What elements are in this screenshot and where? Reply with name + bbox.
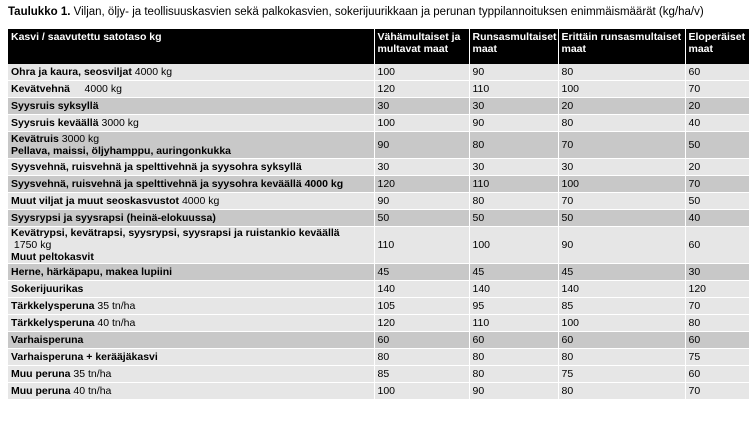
table-row (8, 264, 749, 281)
crop-name: Kevätrypsi, kevätrapsi, syysrypsi, syysrapsi ja ruistankio keväällä (11, 227, 340, 239)
table-row (8, 193, 749, 210)
crop-name: Syysvehnä, ruisvehnä ja spelttivehnä ja syysohra syksyllä (11, 161, 302, 173)
crop-name: Syysruis syksyllä (11, 100, 99, 112)
value-very-rich-humus: 50 (558, 210, 685, 227)
table-row (8, 210, 749, 227)
crop-name: Sokerijuurikas (11, 283, 84, 295)
value-low-humus: 45 (374, 264, 469, 281)
value-organic: 60 (685, 366, 749, 383)
table-row (8, 227, 749, 264)
value-very-rich-humus: 140 (558, 281, 685, 298)
crop-yield: 35 tn/ha (94, 300, 136, 312)
value-organic: 50 (685, 193, 749, 210)
table-row (8, 315, 749, 332)
header-crop: Kasvi / saavutettu satotaso kg (8, 29, 374, 64)
value-organic: 60 (685, 332, 749, 349)
crop-cell (8, 281, 374, 298)
value-rich-humus: 90 (469, 383, 558, 400)
crop-name: Kevätruis (11, 133, 59, 145)
table-row (8, 281, 749, 298)
value-low-humus: 100 (374, 383, 469, 400)
value-very-rich-humus: 70 (558, 132, 685, 159)
value-low-humus: 60 (374, 332, 469, 349)
table-row (8, 349, 749, 366)
value-rich-humus: 80 (469, 132, 558, 159)
table-row (8, 366, 749, 383)
value-rich-humus: 90 (469, 64, 558, 81)
value-low-humus: 120 (374, 176, 469, 193)
crop-cell (8, 64, 374, 81)
value-organic: 75 (685, 349, 749, 366)
value-rich-humus: 110 (469, 176, 558, 193)
crop-cell (8, 298, 374, 315)
table-row (8, 81, 749, 98)
crop-cell (8, 366, 374, 383)
value-rich-humus: 30 (469, 159, 558, 176)
value-organic: 120 (685, 281, 749, 298)
value-very-rich-humus: 70 (558, 193, 685, 210)
value-rich-humus: 60 (469, 332, 558, 349)
table-row (8, 98, 749, 115)
value-very-rich-humus: 80 (558, 349, 685, 366)
crop-yield: 40 tn/ha (94, 317, 136, 329)
crop-cell (8, 264, 374, 281)
crop-yield: 4000 kg (69, 83, 122, 95)
crop-cell (8, 176, 374, 193)
value-very-rich-humus: 30 (558, 159, 685, 176)
crop-cell (8, 81, 374, 98)
value-rich-humus: 80 (469, 349, 558, 366)
crop-yield: 1750 kg (11, 239, 52, 251)
crop-name: Tärkkelysperuna (11, 300, 95, 312)
value-very-rich-humus: 100 (558, 315, 685, 332)
crop-yield: 4000 kg (131, 66, 173, 78)
table-row (8, 332, 749, 349)
table-row (8, 115, 749, 132)
header-row (8, 29, 749, 64)
table-caption (8, 6, 704, 18)
value-organic: 70 (685, 176, 749, 193)
crop-yield: 3000 kg (98, 117, 139, 129)
value-organic: 30 (685, 264, 749, 281)
table-row (8, 383, 749, 400)
table-row (8, 132, 749, 159)
value-rich-humus: 90 (469, 115, 558, 132)
value-organic: 40 (685, 115, 749, 132)
table-row (8, 159, 749, 176)
crop-name: Syysruis keväällä (11, 117, 99, 129)
crop-name: Herne, härkäpapu, makea lupiini (11, 266, 173, 278)
crop-cell (8, 349, 374, 366)
crop-name: Kevätvehnä (11, 83, 70, 95)
value-rich-humus: 30 (469, 98, 558, 115)
value-rich-humus: 80 (469, 366, 558, 383)
crop-cell (8, 132, 374, 159)
crop-extra: Pellava, maissi, öljyhamppu, auringonkukka (11, 145, 231, 157)
value-rich-humus: 100 (469, 227, 558, 264)
crop-cell (8, 98, 374, 115)
value-organic: 20 (685, 159, 749, 176)
value-rich-humus: 45 (469, 264, 558, 281)
crop-name: Muu peruna (11, 385, 71, 397)
crop-cell (8, 193, 374, 210)
crop-name: Tärkkelysperuna (11, 317, 95, 329)
header-organic: Eloperäiset maat (685, 29, 749, 64)
crop-cell (8, 115, 374, 132)
value-organic: 50 (685, 132, 749, 159)
crop-yield: 40 tn/ha (70, 385, 112, 397)
value-low-humus: 90 (374, 132, 469, 159)
crop-cell (8, 159, 374, 176)
crop-name: Ohra ja kaura, seosviljat (11, 66, 132, 78)
value-rich-humus: 80 (469, 193, 558, 210)
crop-extra: Muut peltokasvit (11, 251, 94, 263)
value-very-rich-humus: 100 (558, 81, 685, 98)
value-rich-humus: 95 (469, 298, 558, 315)
header-rich-humus: Runsasmultaiset maat (469, 29, 558, 64)
crop-name: Varhaisperuna + kerääjäkasvi (11, 351, 158, 363)
header-low-humus: Vähämultaiset ja multavat maat (374, 29, 469, 64)
value-organic: 40 (685, 210, 749, 227)
value-low-humus: 30 (374, 98, 469, 115)
value-very-rich-humus: 85 (558, 298, 685, 315)
value-low-humus: 30 (374, 159, 469, 176)
value-organic: 70 (685, 383, 749, 400)
value-organic: 70 (685, 298, 749, 315)
value-low-humus: 120 (374, 315, 469, 332)
crop-yield: 35 tn/ha (70, 368, 112, 380)
header-very-rich-humus: Erittäin runsasmultaiset maat (558, 29, 685, 64)
value-rich-humus: 140 (469, 281, 558, 298)
crop-cell (8, 332, 374, 349)
table-row (8, 298, 749, 315)
value-very-rich-humus: 100 (558, 176, 685, 193)
value-rich-humus: 50 (469, 210, 558, 227)
crop-name: Muu peruna (11, 368, 71, 380)
value-very-rich-humus: 60 (558, 332, 685, 349)
value-very-rich-humus: 75 (558, 366, 685, 383)
crop-cell (8, 383, 374, 400)
value-very-rich-humus: 90 (558, 227, 685, 264)
table-row (8, 176, 749, 193)
value-organic: 70 (685, 81, 749, 98)
crop-cell (8, 210, 374, 227)
crop-name: Muut viljat ja muut seoskasvustot (11, 195, 180, 207)
value-very-rich-humus: 80 (558, 383, 685, 400)
caption-label: Taulukko 1. (8, 6, 71, 18)
value-low-humus: 85 (374, 366, 469, 383)
value-low-humus: 80 (374, 349, 469, 366)
value-rich-humus: 110 (469, 315, 558, 332)
value-low-humus: 140 (374, 281, 469, 298)
value-organic: 80 (685, 315, 749, 332)
value-low-humus: 120 (374, 81, 469, 98)
crop-yield: 4000 kg (179, 195, 220, 207)
caption-text: Viljan, öljy- ja teollisuuskasvien sekä palkokasvien, sokerijuurikkaan ja perunan typpilannoituksen enimmäismäärät (kg/ha/v) (70, 6, 704, 18)
value-low-humus: 105 (374, 298, 469, 315)
crop-name: Varhaisperuna (11, 334, 84, 346)
value-low-humus: 100 (374, 64, 469, 81)
value-low-humus: 110 (374, 227, 469, 264)
value-low-humus: 100 (374, 115, 469, 132)
value-very-rich-humus: 80 (558, 115, 685, 132)
table-row (8, 64, 749, 81)
crop-cell (8, 315, 374, 332)
crop-name: Syysrypsi ja syysrapsi (heinä-elokuussa) (11, 212, 216, 224)
value-organic: 60 (685, 227, 749, 264)
value-very-rich-humus: 20 (558, 98, 685, 115)
value-low-humus: 50 (374, 210, 469, 227)
value-organic: 60 (685, 64, 749, 81)
value-organic: 20 (685, 98, 749, 115)
value-rich-humus: 110 (469, 81, 558, 98)
value-very-rich-humus: 45 (558, 264, 685, 281)
value-very-rich-humus: 80 (558, 64, 685, 81)
crop-cell (8, 227, 374, 264)
crop-yield: 3000 kg (58, 133, 100, 145)
value-low-humus: 90 (374, 193, 469, 210)
crop-name: Syysvehnä, ruisvehnä ja spelttivehnä ja syysohra keväällä 4000 kg (11, 178, 344, 190)
fertilization-table (8, 29, 749, 400)
